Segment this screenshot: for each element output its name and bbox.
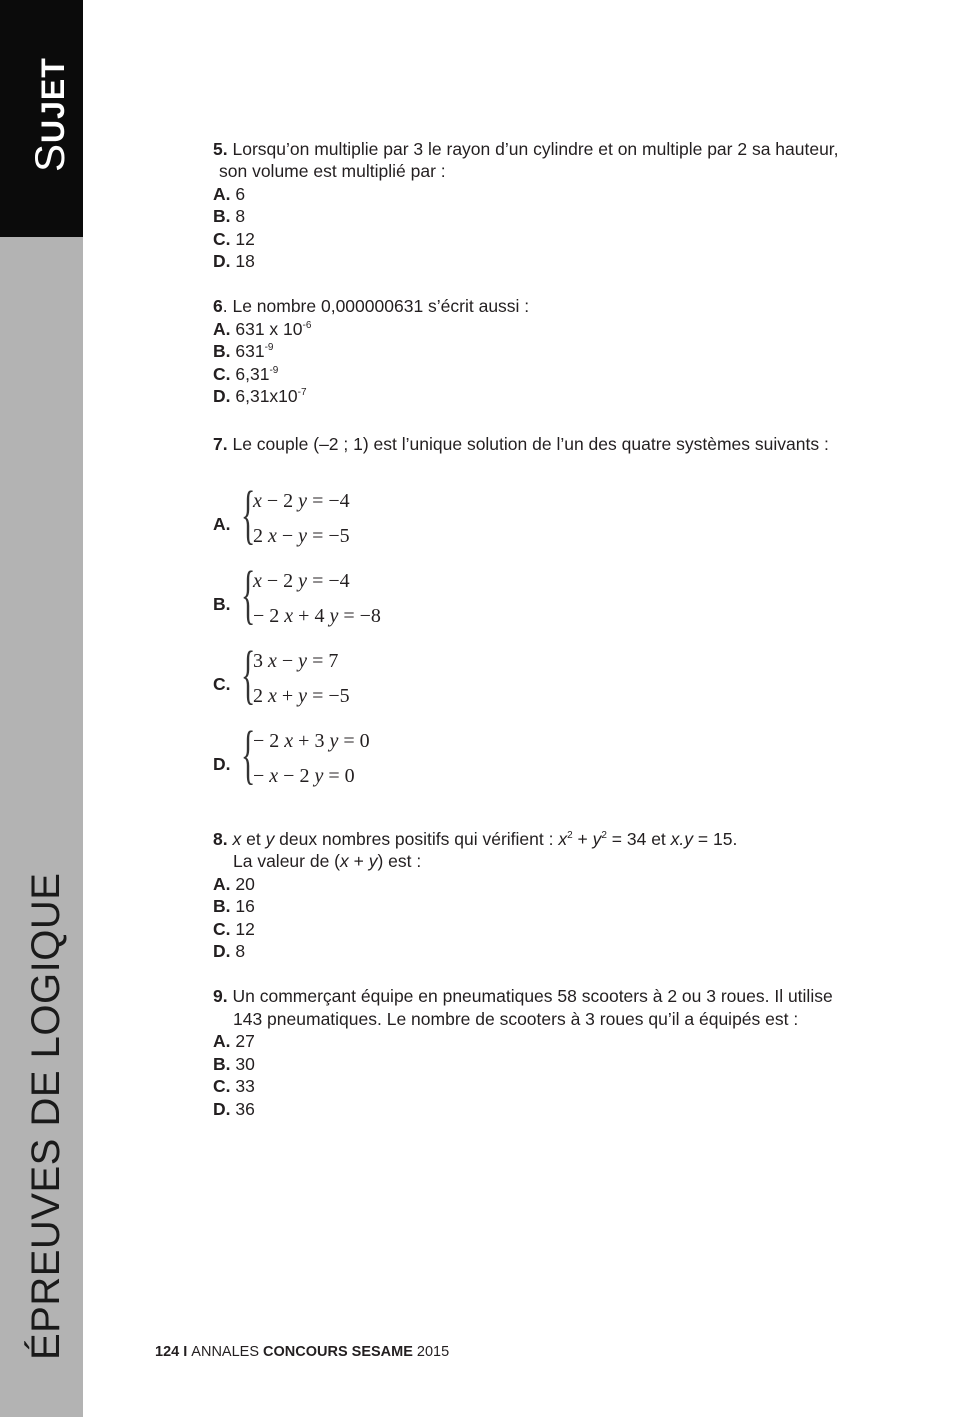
brace-icon: { — [241, 558, 256, 631]
q8-option-c: C. 12 — [213, 919, 255, 939]
q7-system-b-eq1: x − 2 y = −4 — [253, 570, 350, 592]
page-footer: 124 I ANNALES CONCOURS SESAME 2015 — [155, 1344, 450, 1360]
q9-option-d: D. 36 — [213, 1099, 255, 1119]
q6-option-c: C. $6,31^{-9}$ — [213, 364, 279, 384]
q7-system-a-eq1: x − 2 y = −4 — [253, 490, 350, 512]
q5-option-d: D. 18 — [213, 251, 255, 271]
q9-line2: 143 pneumatiques. Le nombre de scooters à 3 roues qu’il a équipés est : — [233, 1009, 799, 1029]
q5-line1: 5. Lorsqu’on multiplie par 3 le rayon d’un cylindre et on multiple par 2 sa hauteur, — [213, 139, 839, 159]
q7-system-c-eq1: 3 x − y = 7 — [253, 650, 339, 672]
q5-option-a: A. 6 — [213, 184, 246, 204]
q8-line2: La valeur de (x + y) est : — [233, 851, 422, 871]
q7-system-d-letter: D. — [213, 754, 231, 774]
q7-line1: 7. Le couple (–2 ; 1) est l’unique solution de l’un des quatre systèmes suivants : — [213, 434, 829, 454]
q7-system-d-eq1: − 2 x + 3 y = 0 — [253, 730, 370, 752]
q8-line1: 8. x et y deux nombres positifs qui vérifient : $x^2 + y^2 = 34$ et x.y = 15. — [213, 829, 738, 849]
q7-system-a-letter: A. — [213, 514, 231, 534]
q9-option-b: B. 30 — [213, 1054, 255, 1074]
brace-icon: { — [241, 718, 256, 791]
page-number: 124 — [155, 1344, 180, 1360]
sidebar-sujet-label: SUJET — [26, 57, 73, 172]
q7-system-d-eq2: − x − 2 y = 0 — [253, 765, 355, 787]
q9-option-c: C. 33 — [213, 1076, 255, 1096]
q8-option-a: A. 20 — [213, 874, 255, 894]
q6-option-b: B. $631^{-9}$ — [213, 341, 274, 361]
q5-option-b: B. 8 — [213, 206, 246, 226]
q6-line1: 6. Le nombre 0,000000631 s’écrit aussi : — [213, 296, 530, 316]
q6-option-d: D. $6,31x10^{-7}$ — [213, 386, 307, 406]
sidebar-section-label: ÉPREUVES DE LOGIQUE — [24, 872, 68, 1360]
q9-line1: 9. Un commerçant équipe en pneumatiques 58 scooters à 2 ou 3 roues. Il utilise — [213, 986, 833, 1006]
q7-system-c-eq2: 2 x + y = −5 — [253, 685, 350, 707]
q8-option-b: B. 16 — [213, 896, 255, 916]
q5-line2: son volume est multiplié par : — [219, 161, 446, 181]
q8-option-d: D. 8 — [213, 941, 246, 961]
brace-icon: { — [241, 638, 256, 711]
q7-system-b-eq2: − 2 x + 4 y = −8 — [253, 605, 381, 627]
q6-option-a: A. 631 x $10^{-6}$ — [213, 319, 312, 339]
q7-system-a-eq2: 2 x − y = −5 — [253, 525, 350, 547]
q7-system-c-letter: C. — [213, 674, 231, 694]
q9-option-a: A. 27 — [213, 1031, 255, 1051]
q7-system-b-letter: B. — [213, 594, 231, 614]
q5-option-c: C. 12 — [213, 229, 255, 249]
brace-icon: { — [241, 478, 256, 551]
